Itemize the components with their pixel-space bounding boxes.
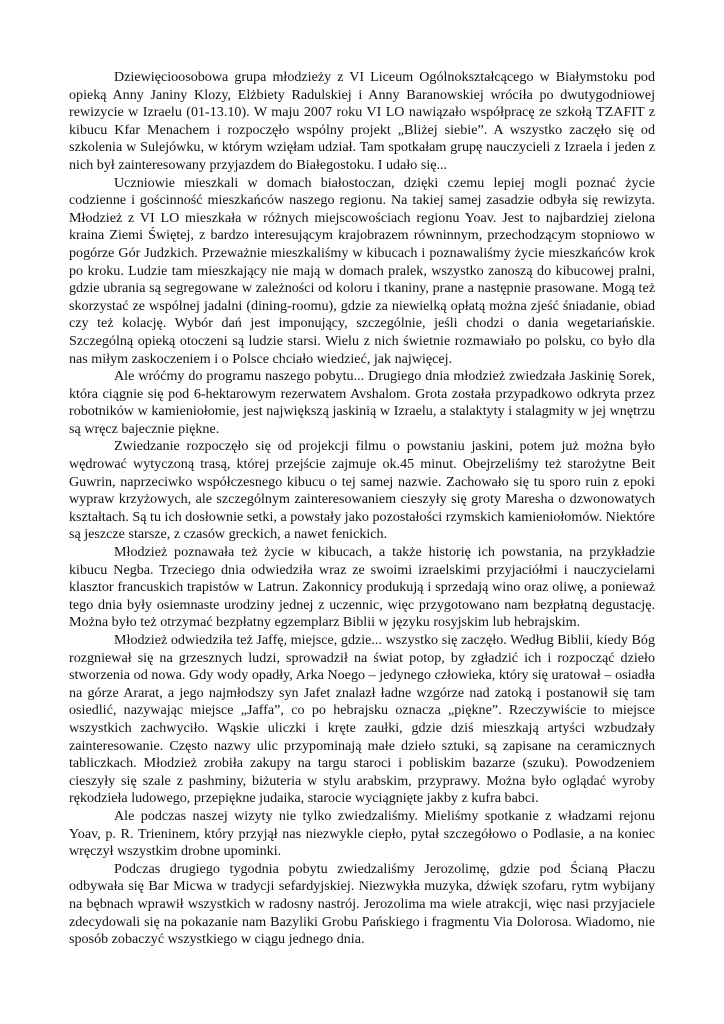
paragraph-7: Ale podczas naszej wizyty nie tylko zwiedzaliśmy. Mieliśmy spotkanie z władzami rejonu Yoav, p. R. Trieninem, który przyjął nas niezwykle ciepło, pytał szczegółowo o Podlasie, a na koniec wręczył wszystkim drobne upominki. [69,807,655,860]
paragraph-4: Zwiedzanie rozpoczęło się od projekcji filmu o powstaniu jaskini, potem już można było wędrować wytyczoną trasą, której przejście zajmuje ok.45 minut. Obejrzeliśmy też starożytne Beit Guwrin, naprzeciwko współczesnego kibucu o tej samej nazwie. Zachowało się tu sporo ruin z epoki wypraw krzyżowych, ale szczególnym zainteresowaniem cieszyły się groty Maresha o dzwonowatych kształtach. Są tu ich dosłownie setki, a powstały jako pozostałości rzymskich kamieniołomów. Niektóre są jeszcze starsze, z czasów greckich, a nawet fenickich. [69,438,655,543]
paragraph-1: Dziewięcioosobowa grupa młodzieży z VI Liceum Ogólnokształcącego w Białymstoku pod opieką Anny Janiny Klozy, Elżbiety Radulskiej i Anny Baranowskiej wróciła po dwutygodniowej rewizycie w Izraelu (01-13.10). W maju 2007 roku VI LO nawiązało współpracę ze szkołą TZAFIT z kibucu Kfar Menachem i rozpoczęło wspólny projekt „Bliżej siebie”. A wszystko zaczęło się od szkolenia w Sulejówku, w którym wzięłam udział. Tam spotkałam grupę nauczycieli z Izraela i jeden z nich był zainteresowany przyjazdem do Białegostoku. I udało się... [69,69,655,173]
paragraph-5: Młodzież poznawała też życie w kibucach, a także historię ich powstania, na przykładzie kibucu Negba. Trzeciego dnia odwiedziła wraz ze swoimi izraelskimi przyjaciółmi i nauczycielami klasztor francuskich trapistów w Latrun. Zakonnicy produkują i sprzedają wino oraz oliwę, a ponieważ tego dnia były osiemnaste urodziny jednej z uczennic, więc przygotowano nam bezpłatną degustację. Można było też otrzymać bezpłatny egzemplarz Biblii w języku rosyjskim lub hebrajskim. [69,544,655,631]
paragraph-8: Podczas drugiego tygodnia pobytu zwiedzaliśmy Jerozolimę, gdzie pod Ścianą Płaczu odbywała się Bar Micwa w tradycji sefardyjskiej. Niezwykła muzyka, dźwięk szofaru, rytm wybijany na bębnach wprawił wszystkich w radosny nastrój. Jerozolima ma wiele atrakcji, więc nasi przyjaciele zdecydowali się na pokazanie nam Bazyliki Grobu Pańskiego i fragmentu Via Dolorosa. Wiadomo, nie sposób zobaczyć wszystkiego w ciągu jednego dnia. [69,860,655,948]
paragraph-3: Ale wróćmy do programu naszego pobytu... Drugiego dnia młodzież zwiedzała Jaskinię Sorek, która ciągnie się pod 6-hektarowym rezerwatem Avshalom. Grota została przypadkowo odkryta przez robotników w kamieniołomie, jest największą jaskinią w Izraelu, a stalaktyty i stalagmity w jej wnętrzu są wręcz bajecznie piękne. [69,368,655,437]
paragraph-6: Młodzież odwiedziła też Jaffę, miejsce, gdzie... wszystko się zaczęło. Według Biblii, kiedy Bóg rozgniewał się na grzesznych ludzi, sprowadził na świat potop, by zgładzić ich i rozpocząć dzieło stworzenia od nowa. Gdy wody opadły, Arka Noego – jedynego człowieka, który się uratował – osiadła na górze Ararat, a jego najmłodszy syn Jafet znalazł ładne wzgórze nad zatoką i postanowił się tam osiedlić, nazywając miejsce „Jaffa”, co po hebrajsku oznacza „piękne”. Rzeczywiście to miejsce wszystkich zachwyciło. Wąskie uliczki i kręte zaułki, gdzie dziś mieszkają artyści wzbudzały zainteresowanie. Często nazwy ulic przypominają małe dzieło sztuki, są zapisane na ceramicznych tabliczkach. Młodzież zrobiła zakupy na targu staroci i pobliskim bazarze (szuku). Powodzeniem cieszyły się szale z pashminy, biżuteria w stylu arabskim, przyprawy. Można było oglądać wyroby rękodzieła ludowego, przepiękne judaika, starocie wyciągnięte jakby z kufra babci. [69,632,655,807]
article-body [69,69,655,949]
paragraph-2: Uczniowie mieszkali w domach białostoczan, dzięki czemu lepiej mogli poznać życie codzienne i gościnność mieszkańców naszego regionu. Na takiej samej zasadzie odbyła się rewizyta. Młodzież z VI LO mieszkała w różnych miejscowościach regionu Yoav. Jest to najbardziej zielona kraina Ziemi Świętej, z bardzo interesującym krajobrazem równinnym, przechodzącym stopniowo w pogórze Gór Judzkich. Przeważnie mieszkaliśmy w kibucach i poznawaliśmy życie mieszkańców krok po kroku. Ludzie tam mieszkający nie mają w domach pralek, wszystko zanoszą do kibucowej pralni, gdzie ubrania są segregowane w zależności od koloru i tkaniny, prane a następnie prasowane. Mogą też skorzystać ze wspólnej jadalni (dining-roomu), gdzie za niewielką opłatą można zjeść śniadanie, obiad czy też kolację. Wybór dań jest imponujący, szczególnie, jeśli chodzi o dania wegetariańskie. Szczególną opieką otoczeni są ludzie starsi. Wielu z nich świetnie rozmawiało po polsku, co było dla nas miłym zaskoczeniem i o Polsce chciało wiedzieć, jak najwięcej. [69,174,655,367]
